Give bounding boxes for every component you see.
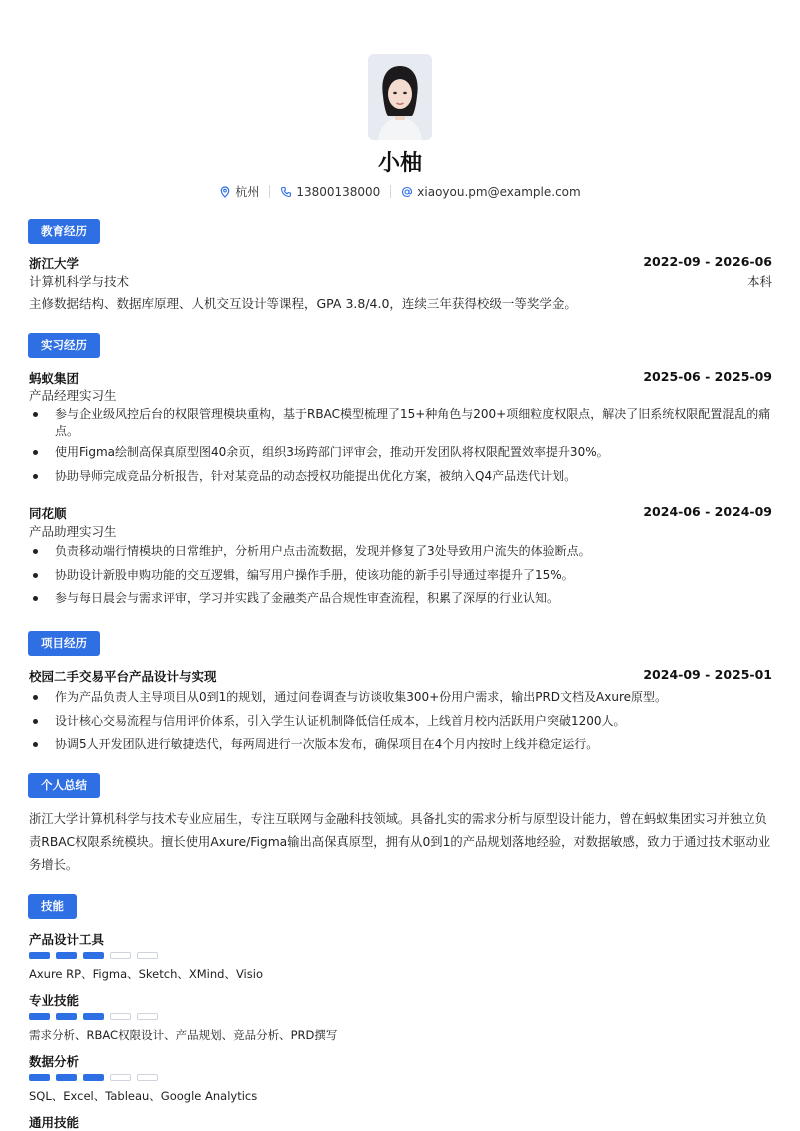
skill-level-segment-empty <box>110 1013 131 1020</box>
email-text[interactable]: xiaoyou.pm@example.com <box>417 184 581 199</box>
list-item: 协助导师完成竞品分析报告，针对某竞品的动态授权功能提出优化方案，被纳入Q4产品迭代计划。 <box>29 468 772 485</box>
skill-level-segment-filled <box>83 1013 104 1020</box>
internship-period: 2024-06 - 2024-09 <box>643 504 772 519</box>
skill-level-segment-empty <box>137 1013 158 1020</box>
project-period: 2024-09 - 2025-01 <box>643 667 772 682</box>
internship-2-header-row <box>29 504 772 522</box>
skill-level-segment-filled <box>29 952 50 959</box>
education-period: 2022-09 - 2026-06 <box>643 254 772 269</box>
list-item: 参与每日晨会与需求评审，学习并实践了金融类产品合规性审查流程，积累了深厚的行业认知。 <box>29 590 772 607</box>
list-item: 使用Figma绘制高保真原型图40余页，组织3场跨部门评审会，推动开发团队将权限配置效率提升30%。 <box>29 444 772 461</box>
list-item: 作为产品负责人主导项目从0到1的规划，通过问卷调查与访谈收集300+份用户需求，输出PRD文档及Axure原型。 <box>29 689 772 706</box>
education-header-row <box>29 254 772 272</box>
skill-items: Axure RP、Figma、Sketch、XMind、Visio <box>29 967 263 981</box>
skill-level-segment-filled <box>83 1074 104 1081</box>
skill-level-segment-filled <box>83 952 104 959</box>
contact-email[interactable] <box>391 185 590 199</box>
phone-icon <box>280 186 292 198</box>
summary-text: 浙江大学计算机科学与技术专业应届生，专注互联网与金融科技领域。具备扎实的需求分析与原型设计能力，曾在蚂蚁集团实习并独立负责RBAC权限系统模块。擅长使用Axure/Figma输出高保真原型，拥有从0到1的产品规划落地经验，对数据敏感，致力于通过技术驱动业务增长。 <box>29 812 771 872</box>
contact-location <box>209 183 269 200</box>
avatar-portrait <box>368 54 432 140</box>
section-skills-badge: 技能 <box>28 894 77 919</box>
skill-level-segment-filled <box>56 952 77 959</box>
internship-1-bullets <box>29 406 772 484</box>
at-sign-icon <box>401 186 413 198</box>
section-projects-badge: 项目经历 <box>28 631 100 656</box>
skill-items: 需求分析、RBAC权限设计、产品规划、竞品分析、PRD撰写 <box>29 1028 338 1042</box>
skill-level-segment-empty <box>110 952 131 959</box>
internship-1-role-row <box>29 386 772 404</box>
education-subheader-row <box>29 272 772 290</box>
list-item: 设计核心交易流程与信用评价体系，引入学生认证机制降低信任成本，上线首月校内活跃用户突破1200人。 <box>29 713 772 730</box>
skill-level-meter <box>29 1013 158 1020</box>
skill-level-segment-empty <box>137 952 158 959</box>
list-item: 协调5人开发团队进行敏捷迭代，每两周进行一次版本发布，确保项目在4个月内按时上线并稳定运行。 <box>29 736 772 753</box>
internship-period: 2025-06 - 2025-09 <box>643 369 772 384</box>
internship-2-bullets <box>29 543 772 607</box>
company-name: 同花顺 <box>29 506 67 521</box>
list-item: 负责移动端行情模块的日常维护，分析用户点击流数据，发现并修复了3处导致用户流失的体验断点。 <box>29 543 772 560</box>
school-name: 浙江大学 <box>29 256 80 271</box>
internship-2-role-row <box>29 522 772 540</box>
avatar <box>368 54 432 140</box>
location-pin-icon <box>219 186 231 198</box>
skill-level-meter <box>29 952 158 959</box>
skill-level-segment-filled <box>29 1013 50 1020</box>
list-item: 协助设计新股申购功能的交互逻辑，编写用户操作手册，使该功能的新手引导通过率提升了15%。 <box>29 567 772 584</box>
skill-title: 数据分析 <box>29 1054 80 1069</box>
company-name: 蚂蚁集团 <box>29 371 80 386</box>
skill-level-segment-filled <box>56 1013 77 1020</box>
contact-phone <box>270 185 390 199</box>
project-header-row <box>29 667 772 685</box>
section-education-badge: 教育经历 <box>28 219 100 244</box>
internship-1-header-row <box>29 369 772 387</box>
skill-level-meter <box>29 1074 158 1081</box>
skill-level-segment-empty <box>137 1074 158 1081</box>
phone-text: 13800138000 <box>296 184 381 199</box>
skill-items: SQL、Excel、Tableau、Google Analytics <box>29 1089 258 1103</box>
degree: 本科 <box>746 274 772 289</box>
skill-level-segment-filled <box>56 1074 77 1081</box>
contact-bar <box>0 183 800 200</box>
role-title: 产品经理实习生 <box>29 388 117 403</box>
education-detail: 主修数据结构、数据库原理、人机交互设计等课程，GPA 3.8/4.0，连续三年获得校级一等奖学金。 <box>29 296 577 311</box>
section-internship-badge: 实习经历 <box>28 333 100 358</box>
candidate-name: 小柚 <box>377 151 422 176</box>
skill-title: 产品设计工具 <box>29 932 105 947</box>
skill-level-segment-filled <box>29 1074 50 1081</box>
location-text: 杭州 <box>235 185 260 199</box>
skill-title: 专业技能 <box>29 993 80 1008</box>
section-summary-badge: 个人总结 <box>28 773 100 798</box>
list-item: 参与企业级风控后台的权限管理模块重构，基于RBAC模型梳理了15+种角色与200+项细粒度权限点，解决了旧系统权限配置混乱的痛点。 <box>29 406 772 439</box>
skill-title: 通用技能 <box>29 1115 80 1130</box>
skill-level-segment-empty <box>110 1074 131 1081</box>
project-name: 校园二手交易平台产品设计与实现 <box>29 669 217 684</box>
role-title: 产品助理实习生 <box>29 524 117 539</box>
project-bullets <box>29 689 772 753</box>
major: 计算机科学与技术 <box>29 274 130 289</box>
